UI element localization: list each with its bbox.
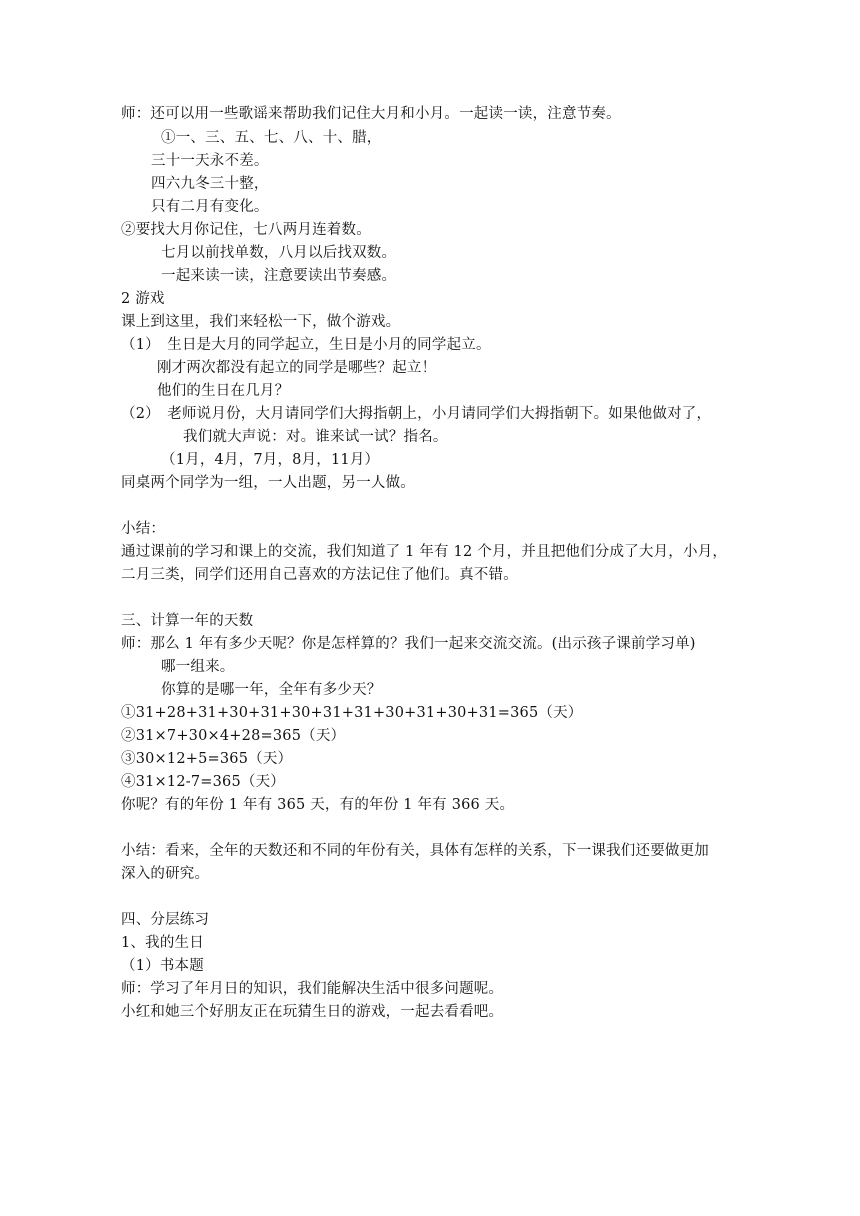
sub-heading: 1、我的生日	[121, 935, 204, 951]
text-line: 他们的生日在几月？	[157, 383, 290, 399]
text-line: 通过课前的学习和课上的交流，我们知道了 1 年有 12 个月，并且把他们分成了大月，小月，	[121, 544, 728, 560]
section-heading: 四、分层练习	[121, 912, 210, 928]
text-line: （1） 生日是大月的同学起立，生日是小月的同学起立。	[121, 337, 491, 353]
text-line: 同桌两个同学为一组，一人出题，另一人做。	[121, 475, 415, 491]
text-line: 师：还可以用一些歌谣来帮助我们记住大月和小月。一起读一读，注意节奏。	[121, 106, 621, 122]
formula-line: ②31×7+30×4+28=365（天）	[121, 728, 346, 744]
formula-line: ④31×12-7=365（天）	[121, 774, 286, 790]
text-line: 二月三类，同学们还用自己喜欢的方法记住了他们。真不错。	[121, 567, 518, 583]
text-line: ①一、三、五、七、八、十、腊，	[161, 130, 382, 146]
text-line: 哪一组来。	[161, 659, 235, 675]
text-line: 刚才两次都没有起立的同学是哪些？起立！	[157, 360, 437, 376]
text-line: 师：学习了年月日的知识，我们能解决生活中很多问题呢。	[121, 981, 504, 997]
text-line: 你呢？有的年份 1 年有 365 天，有的年份 1 年有 366 天。	[121, 797, 515, 813]
text-line: 我们就大声说：对。谁来试一试？指名。	[183, 429, 448, 445]
text-line: 四六九冬三十整，	[151, 176, 269, 192]
section-heading: 三、计算一年的天数	[121, 613, 254, 629]
text-line: 小结：看来，全年的天数还和不同的年份有关，具体有怎样的关系，下一课我们还要做更加	[121, 843, 709, 859]
text-line: （1月，4月，7月，8月，11月）	[161, 452, 380, 468]
text-line: 深入的研究。	[121, 866, 210, 882]
section-heading: 2 游戏	[121, 291, 165, 307]
text-line: 一起来读一读，注意要读出节奏感。	[161, 268, 397, 284]
text-line: 课上到这里，我们来轻松一下，做个游戏。	[121, 314, 401, 330]
text-line: 只有二月有变化。	[151, 199, 269, 215]
summary-heading: 小结：	[121, 521, 166, 537]
text-line: 师：那么 1 年有多少天呢？你是怎样算的？我们一起来交流交流。(出示孩子课前学习单)	[121, 636, 696, 652]
text-line: （1）书本题	[121, 958, 204, 974]
text-line: 三十一天永不差。	[151, 153, 269, 169]
text-line: 七月以前找单数，八月以后找双数。	[161, 245, 397, 261]
text-line: ②要找大月你记住，七八两月连着数。	[121, 222, 371, 238]
text-line: 小红和她三个好朋友正在玩猜生日的游戏，一起去看看吧。	[121, 1004, 504, 1020]
text-line: 你算的是哪一年，全年有多少天？	[161, 682, 382, 698]
formula-line: ③30×12+5=365（天）	[121, 751, 293, 767]
text-line: （2） 老师说月份，大月请同学们大拇指朝上，小月请同学们大拇指朝下。如果他做对了，	[121, 406, 712, 422]
formula-line: ①31+28+31+30+31+30+31+31+30+31+30+31=365（天）	[121, 705, 583, 721]
